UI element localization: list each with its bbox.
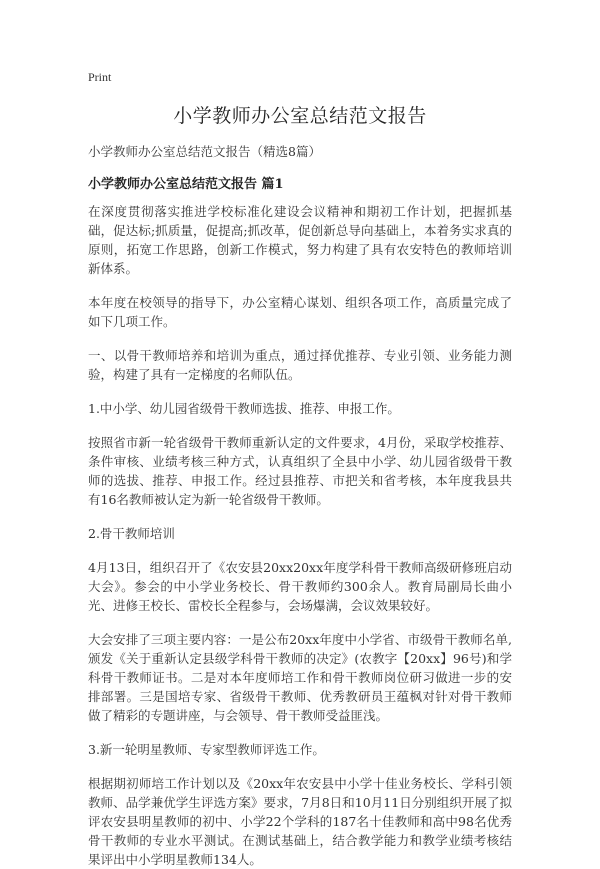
paragraph-subheading-3: 3.新一轮明星教师、专家型教师评选工作。 [88, 742, 325, 757]
paragraph-meeting: 4月13日，组织召开了《农安县20xx20xx年度学科骨干教师高级研修班启动大会》。参会的中小学业务校长、骨干教师约300余人。教育局副局长曲小光、进修王校长、雷校长全程参与，会场爆满，会议效果较好。 [88, 560, 512, 613]
document-subtitle: 小学教师办公室总结范文报告（精选8篇） [88, 144, 321, 159]
section-heading: 小学教师办公室总结范文报告 篇1 [88, 177, 284, 192]
paragraph-agenda: 大会安排了三项主要内容：一是公布20xx年度中小学省、市级骨干教师名单,颁发《关于重新认定县级学科骨干教师的决定》(农教字【20xx】96号)和学科骨干教师证书。二是对本年度师培工作和骨干教师岗位研习做进一步的安排部署。三是国培专家、省级骨干教师、优秀教研员王蕴枫对针对骨干教师做了精彩的专题讲座，与会领导、骨干教师受益匪浅。 [88, 632, 512, 723]
paragraph-point-one: 一、以骨干教师培养和培训为重点，通过择优推荐、专业引领、业务能力测验，构建了具有一定梯度的名师队伍。 [88, 348, 512, 382]
paragraph-evaluation: 根据期初师培工作计划以及《20xx年农安县中小学十佳业务校长、学科引领教师、品学兼优学生评选方案》要求，7月8日和10月11日分别组织开展了拟评农安县明星教师的初中、小学22个学科的187名十佳教师和高中98名优秀骨干教师的专业水平测试。在测试基础上，结合教学能力和教学业绩考核结果评出中小学明星教师134人。 [88, 776, 512, 867]
paragraph-intro: 在深度贯彻落实推进学校标准化建设会议精神和期初工作计划，把握抓基础，促达标;抓质量，促提高;抓改革，促创新总导向基础上，本着务实求真的原则，拓宽工作思路，创新工作模式，努力构建了具有农安特色的教师培训新体系。 [88, 204, 512, 276]
paragraph-selection: 按照省市新一轮省级骨干教师重新认定的文件要求，4月份，采取学校推荐、条件审核、业绩考核三种方式，认真组织了全县中小学、幼儿园省级骨干教师的选拔、推荐、申报工作。经过县推荐、市把关和省考核，本年度我县共有16名教师被认定为新一轮省级骨干教师。 [88, 435, 512, 507]
paragraph-summary: 本年度在校领导的指导下，办公室精心谋划、组织各项工作，高质量完成了如下几项工作。 [88, 295, 512, 329]
print-link[interactable]: Print [88, 70, 112, 84]
paragraph-subheading-2: 2.骨干教师培训 [88, 526, 175, 541]
page-title: 小学教师办公室总结范文报告 [173, 105, 427, 127]
paragraph-subheading-1: 1.中小学、幼儿园省级骨干教师选拔、推荐、申报工作。 [88, 401, 400, 416]
